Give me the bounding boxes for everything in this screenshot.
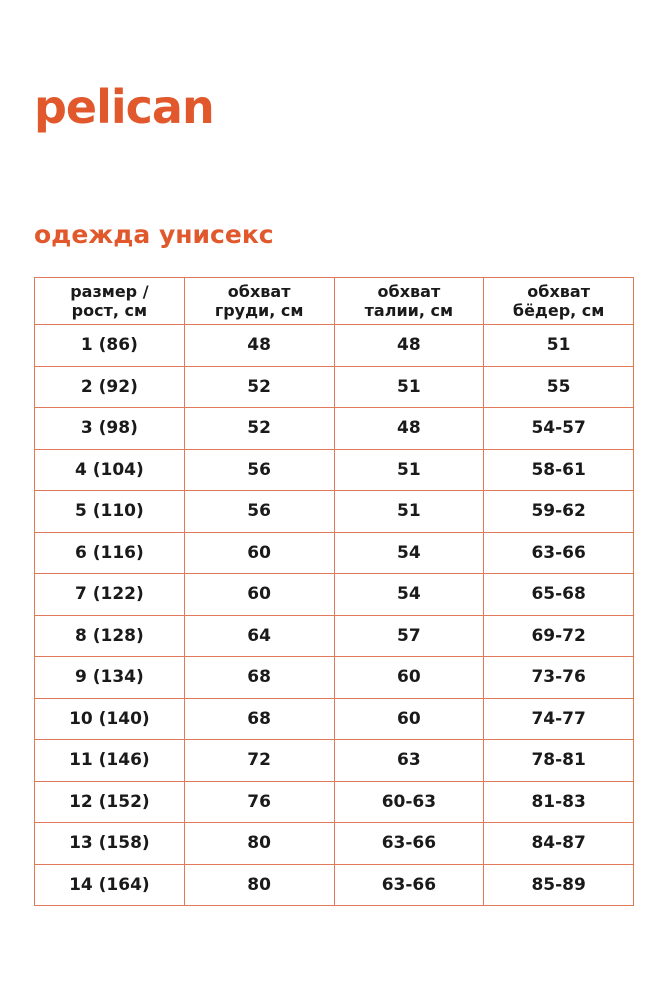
cell-waist: 60 xyxy=(334,698,484,740)
cell-hips: 63-66 xyxy=(484,532,634,574)
cell-waist: 63 xyxy=(334,740,484,782)
table-row xyxy=(35,449,634,491)
cell-chest: 72 xyxy=(184,740,334,782)
cell-waist: 48 xyxy=(334,325,484,367)
cell-waist: 48 xyxy=(334,408,484,450)
cell-chest: 48 xyxy=(184,325,334,367)
table-row xyxy=(35,823,634,865)
header-line: обхват xyxy=(227,282,291,301)
table-row xyxy=(35,864,634,906)
cell-chest: 60 xyxy=(184,532,334,574)
cell-size: 11 (146) xyxy=(35,740,185,782)
cell-size: 9 (134) xyxy=(35,657,185,699)
header-row xyxy=(35,278,634,325)
cell-chest: 68 xyxy=(184,657,334,699)
cell-waist: 51 xyxy=(334,491,484,533)
cell-size: 7 (122) xyxy=(35,574,185,616)
cell-size: 1 (86) xyxy=(35,325,185,367)
cell-waist: 60-63 xyxy=(334,781,484,823)
header-line: талии, см xyxy=(364,301,454,320)
cell-hips: 51 xyxy=(484,325,634,367)
cell-waist: 54 xyxy=(334,574,484,616)
cell-waist: 63-66 xyxy=(334,864,484,906)
table-row xyxy=(35,325,634,367)
cell-chest: 52 xyxy=(184,408,334,450)
table-header xyxy=(35,278,634,325)
table-row xyxy=(35,781,634,823)
table-row xyxy=(35,657,634,699)
table-row xyxy=(35,366,634,408)
cell-size: 4 (104) xyxy=(35,449,185,491)
cell-size: 12 (152) xyxy=(35,781,185,823)
cell-hips: 74-77 xyxy=(484,698,634,740)
cell-chest: 52 xyxy=(184,366,334,408)
cell-size: 14 (164) xyxy=(35,864,185,906)
header-line: бёдер, см xyxy=(512,301,605,320)
cell-waist: 51 xyxy=(334,366,484,408)
cell-size: 5 (110) xyxy=(35,491,185,533)
table-row xyxy=(35,698,634,740)
cell-size: 6 (116) xyxy=(35,532,185,574)
cell-chest: 56 xyxy=(184,491,334,533)
header-chest xyxy=(184,278,334,325)
table-row xyxy=(35,740,634,782)
size-chart-table xyxy=(34,277,634,906)
cell-waist: 63-66 xyxy=(334,823,484,865)
cell-hips: 59-62 xyxy=(484,491,634,533)
cell-size: 10 (140) xyxy=(35,698,185,740)
cell-chest: 76 xyxy=(184,781,334,823)
table-row xyxy=(35,615,634,657)
header-hips xyxy=(484,278,634,325)
header-size-height xyxy=(35,278,185,325)
brand-logo: pelican xyxy=(34,80,214,134)
table-row xyxy=(35,574,634,616)
cell-waist: 57 xyxy=(334,615,484,657)
cell-chest: 64 xyxy=(184,615,334,657)
cell-hips: 81-83 xyxy=(484,781,634,823)
cell-hips: 65-68 xyxy=(484,574,634,616)
cell-hips: 55 xyxy=(484,366,634,408)
cell-size: 3 (98) xyxy=(35,408,185,450)
table-row xyxy=(35,491,634,533)
table-body xyxy=(35,325,634,906)
cell-chest: 60 xyxy=(184,574,334,616)
cell-waist: 51 xyxy=(334,449,484,491)
cell-chest: 80 xyxy=(184,864,334,906)
table-row xyxy=(35,532,634,574)
header-line: размер / xyxy=(70,282,149,301)
cell-chest: 56 xyxy=(184,449,334,491)
cell-hips: 78-81 xyxy=(484,740,634,782)
cell-size: 13 (158) xyxy=(35,823,185,865)
cell-hips: 73-76 xyxy=(484,657,634,699)
cell-hips: 85-89 xyxy=(484,864,634,906)
header-line: рост, см xyxy=(71,301,148,320)
page-subtitle: одежда унисекс xyxy=(34,220,274,249)
cell-chest: 68 xyxy=(184,698,334,740)
cell-size: 2 (92) xyxy=(35,366,185,408)
cell-hips: 84-87 xyxy=(484,823,634,865)
header-waist xyxy=(334,278,484,325)
cell-waist: 60 xyxy=(334,657,484,699)
cell-hips: 58-61 xyxy=(484,449,634,491)
cell-hips: 54-57 xyxy=(484,408,634,450)
cell-waist: 54 xyxy=(334,532,484,574)
table-row xyxy=(35,408,634,450)
cell-chest: 80 xyxy=(184,823,334,865)
header-line: обхват xyxy=(527,282,590,301)
header-line: обхват xyxy=(377,282,441,301)
cell-hips: 69-72 xyxy=(484,615,634,657)
header-line: груди, см xyxy=(214,301,304,320)
cell-size: 8 (128) xyxy=(35,615,185,657)
